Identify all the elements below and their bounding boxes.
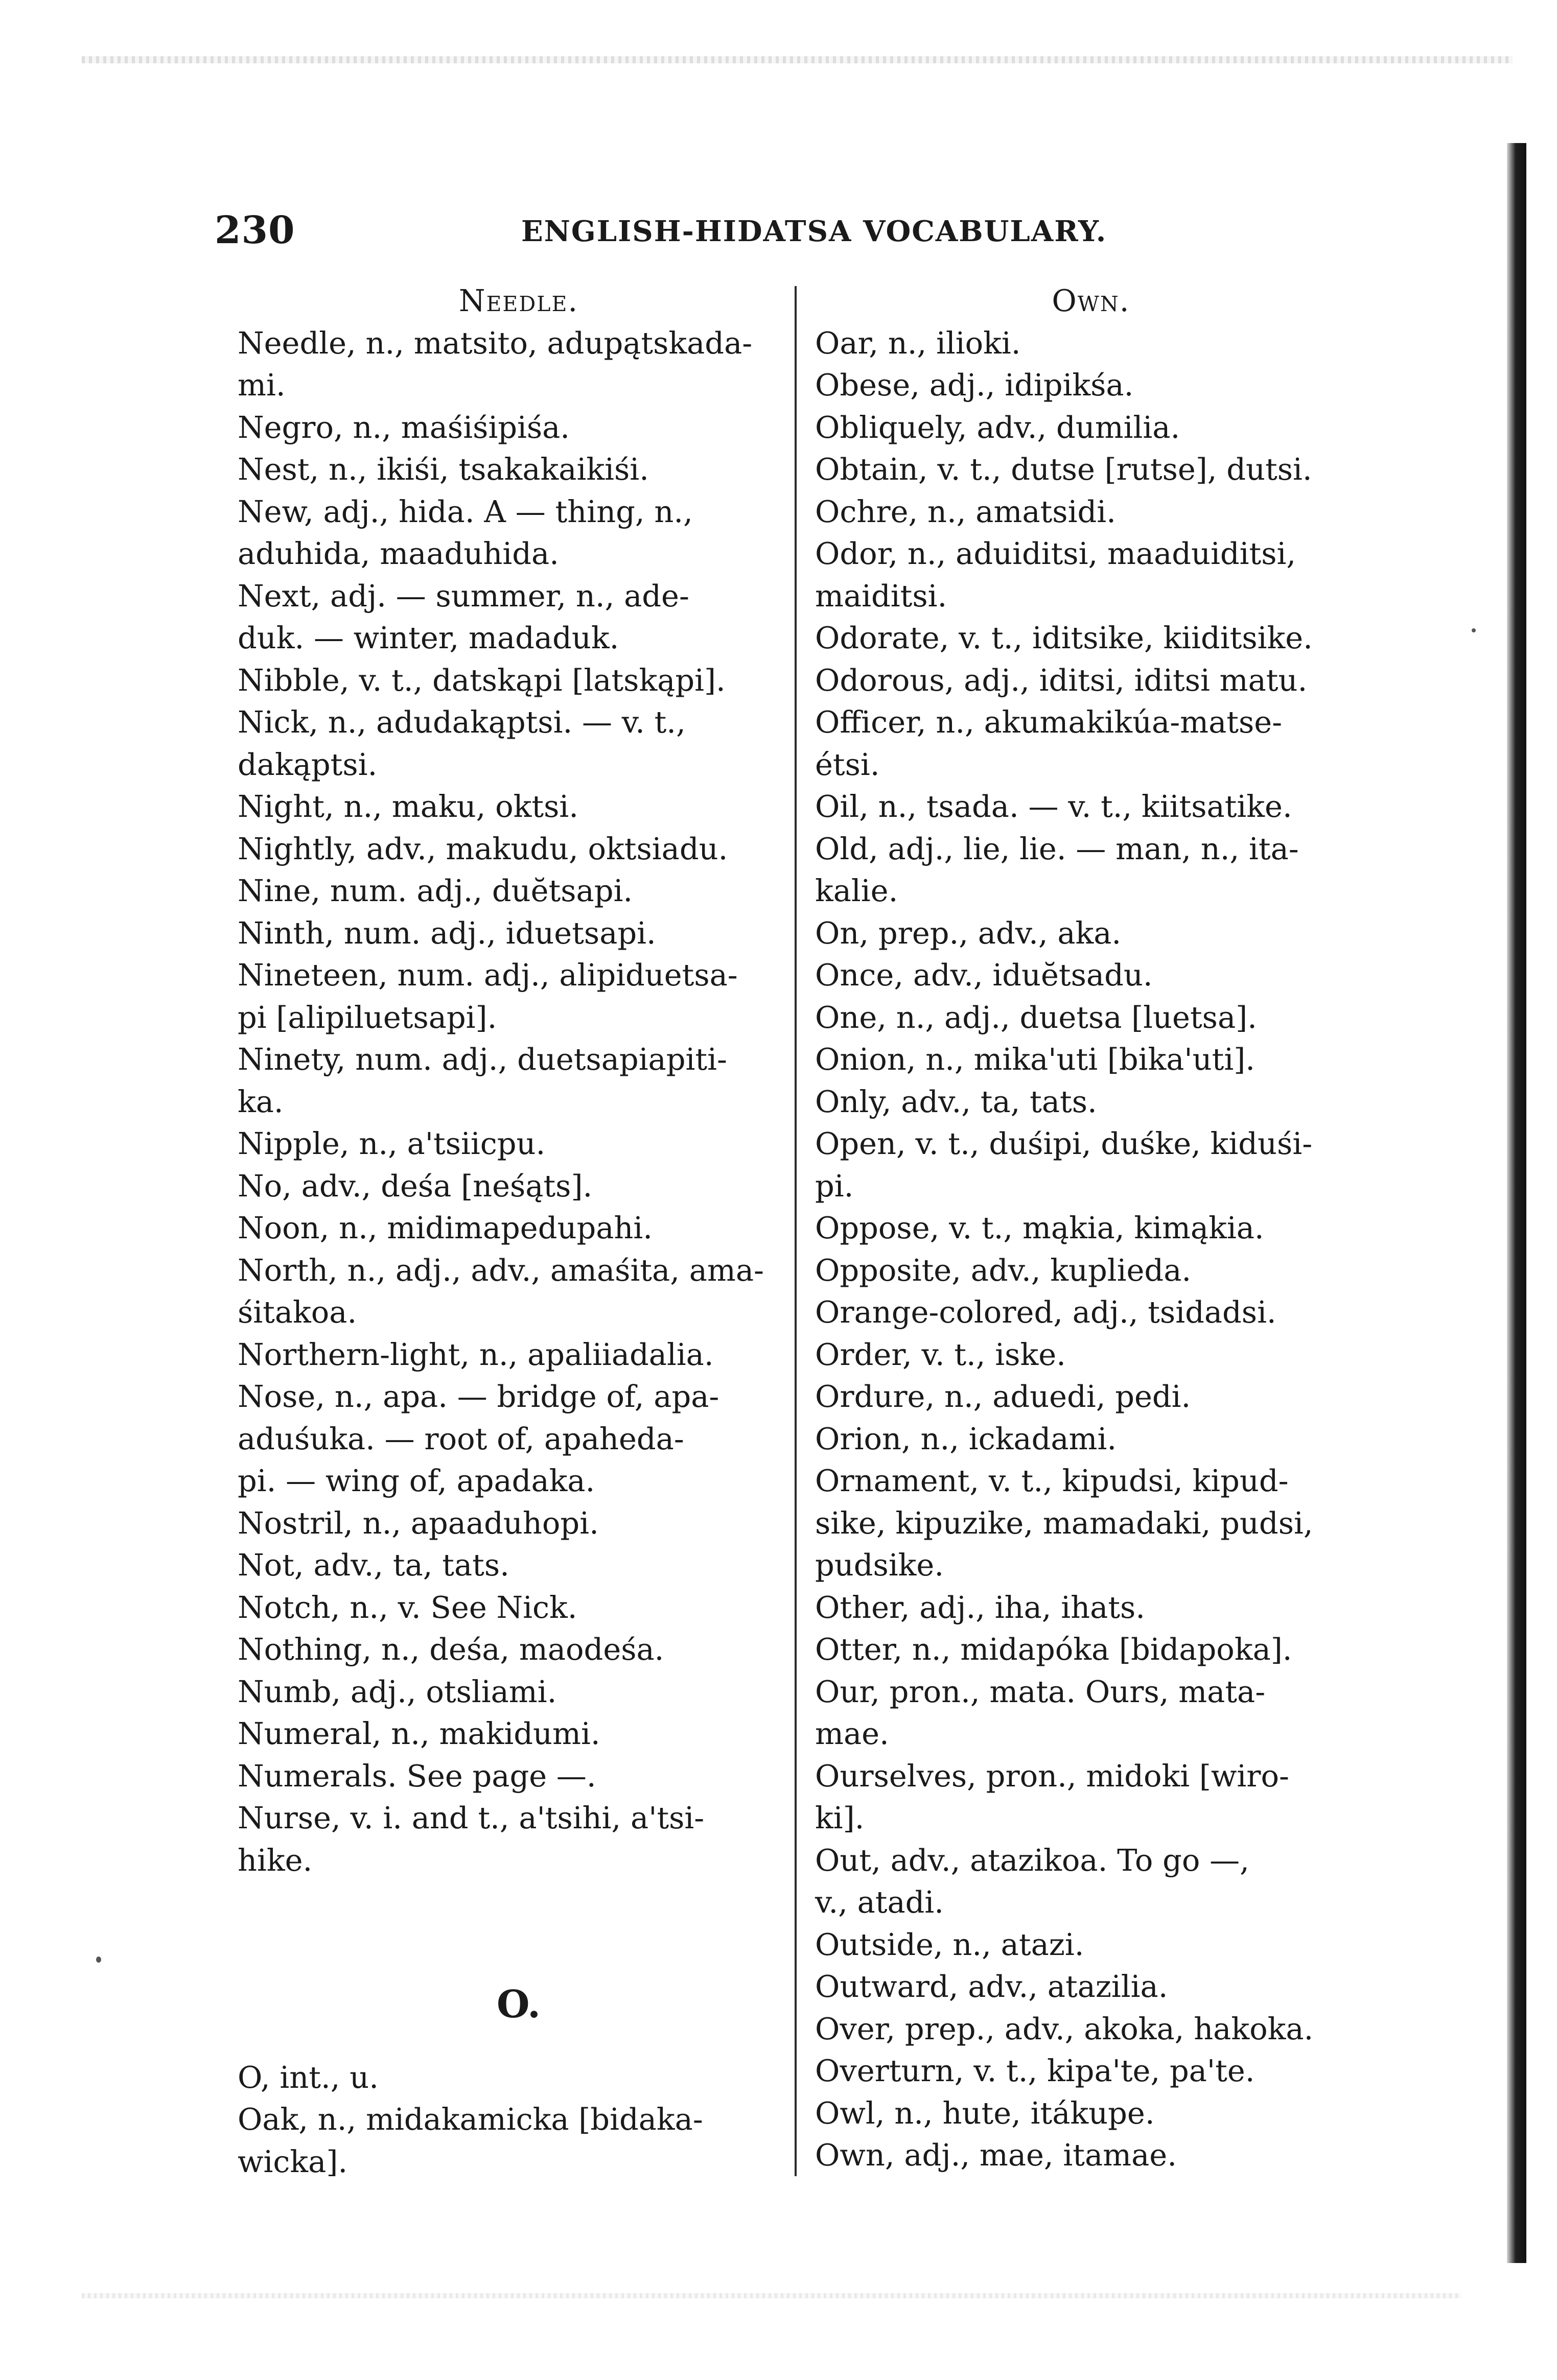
- page-binding-shadow: [1507, 143, 1526, 2263]
- dictionary-entry: [815, 659, 1367, 702]
- entry-line: Night, n., maku, oktsi.: [238, 789, 579, 824]
- entry-line: maiditsi.: [815, 578, 947, 614]
- entry-line: pi [alipiluetsapi].: [238, 999, 497, 1035]
- dictionary-entry: [238, 2099, 800, 2183]
- entry-line: Nightly, adv., makudu, oktsiadu.: [238, 831, 728, 866]
- entry-line: Ninety, num. adj., duetsapiapiti-: [238, 1042, 727, 1077]
- dictionary-entry: [815, 1376, 1367, 1418]
- entry-line: Odor, n., aduiditsi, maaduiditsi,: [815, 536, 1296, 571]
- dictionary-entry: [238, 491, 800, 575]
- entry-line: Northern-light, n., apaliiadalia.: [238, 1336, 714, 1372]
- entry-line: pudsike.: [815, 1547, 944, 1583]
- dictionary-entry: [238, 1502, 800, 1545]
- entry-line: Numeral, n., makidumi.: [238, 1716, 600, 1751]
- dictionary-entry: [815, 912, 1367, 955]
- entry-line: pi. — wing of, apadaka.: [238, 1463, 595, 1498]
- dictionary-entry: [815, 2092, 1367, 2135]
- dictionary-entry: [815, 1039, 1367, 1081]
- dictionary-entry: [815, 2134, 1367, 2177]
- dictionary-entry: [815, 617, 1367, 659]
- entry-list-n: [238, 322, 800, 1882]
- page-header: [215, 208, 1237, 254]
- dictionary-entry: [815, 1250, 1367, 1292]
- entry-line: hike.: [238, 1842, 313, 1878]
- entry-line: New, adj., hida. A — thing, n.,: [238, 493, 693, 529]
- entry-line: Orion, n., ickadami.: [815, 1421, 1117, 1456]
- entry-line: duk. — winter, madaduk.: [238, 620, 619, 655]
- dictionary-entry: [815, 828, 1367, 912]
- entry-line: Other, adj., iha, ihats.: [815, 1589, 1146, 1625]
- entry-line: Ordure, n., aduedi, pedi.: [815, 1379, 1191, 1414]
- entry-line: Officer, n., akumakikúa-matse-: [815, 704, 1283, 740]
- dictionary-entry: [238, 1123, 800, 1165]
- entry-line: Oppose, v. t., mąkia, kimąkia.: [815, 1210, 1264, 1245]
- entry-line: Ornament, v. t., kipudsi, kipud-: [815, 1463, 1289, 1498]
- entry-list-o-left: [238, 2057, 800, 2183]
- running-head: ENGLISH-HIDATSA VOCABULARY.: [521, 215, 1107, 248]
- dictionary-entry: [238, 912, 800, 955]
- dictionary-entry: [815, 491, 1367, 533]
- dictionary-entry: [815, 364, 1367, 407]
- dictionary-entry: [815, 1334, 1367, 1376]
- entry-line: ka.: [238, 1083, 284, 1119]
- entry-line: Next, adj. — summer, n., ade-: [238, 578, 689, 614]
- entry-line: ki].: [815, 1800, 865, 1835]
- entry-line: Oar, n., ilioki.: [815, 325, 1021, 361]
- entry-line: dakąptsi.: [238, 746, 378, 782]
- entry-line: Ourselves, pron., midoki [wiro-: [815, 1758, 1289, 1794]
- entry-line: Ninth, num. adj., iduetsapi.: [238, 915, 656, 951]
- dictionary-entry: [815, 1587, 1367, 1629]
- dictionary-entry: [815, 1291, 1367, 1334]
- entry-line: One, n., adj., duetsa [luetsa].: [815, 999, 1257, 1035]
- entry-list-o-right: [815, 322, 1367, 2177]
- dictionary-entry: [815, 1966, 1367, 2008]
- entry-line: Nine, num. adj., duĕtsapi.: [238, 873, 633, 908]
- entry-line: Nipple, n., a'tsiicpu.: [238, 1126, 546, 1161]
- entry-line: śitakoa.: [238, 1294, 357, 1330]
- dictionary-entry: [238, 322, 800, 407]
- entry-line: Notch, n., v. See Nick.: [238, 1589, 577, 1625]
- entry-line: Owl, n., hute, itákupe.: [815, 2095, 1155, 2131]
- entry-line: mi.: [238, 367, 286, 403]
- entry-line: Numb, adj., otsliami.: [238, 1674, 557, 1709]
- entry-line: Opposite, adv., kuplieda.: [815, 1252, 1192, 1288]
- entry-line: Out, adv., atazikoa. To go —,: [815, 1842, 1249, 1878]
- entry-line: Over, prep., adv., akoka, hakoka.: [815, 2011, 1314, 2046]
- page-number: 230: [215, 208, 295, 252]
- dictionary-entry: [238, 954, 800, 1039]
- entry-line: Open, v. t., duśipi, duśke, kiduśi-: [815, 1126, 1313, 1161]
- entry-line: Nothing, n., deśa, maodeśa.: [238, 1632, 664, 1667]
- page-edge-bottom: [82, 2293, 1461, 2298]
- dictionary-entry: [238, 1544, 800, 1587]
- entry-line: On, prep., adv., aka.: [815, 915, 1122, 951]
- dictionary-entry: [238, 1755, 800, 1798]
- dictionary-entry: [238, 1629, 800, 1671]
- entry-line: Once, adv., iduĕtsadu.: [815, 957, 1153, 993]
- entry-line: Only, adv., ta, tats.: [815, 1083, 1097, 1119]
- dictionary-entry: [815, 1924, 1367, 1966]
- dictionary-entry: [238, 1334, 800, 1376]
- dictionary-entry: [815, 1081, 1367, 1123]
- right-column: [815, 280, 1367, 2177]
- entry-line: Obliquely, adv., dumilia.: [815, 409, 1180, 445]
- dictionary-entry: [238, 575, 800, 659]
- dictionary-entry: [238, 1207, 800, 1250]
- entry-line: Nibble, v. t., datskąpi [latskąpi].: [238, 662, 726, 698]
- dictionary-entry: [238, 1250, 800, 1334]
- dictionary-entry: [815, 322, 1367, 365]
- dictionary-entry: [815, 954, 1367, 997]
- entry-line: Obese, adj., idipikśa.: [815, 367, 1134, 403]
- dictionary-entry: [815, 1207, 1367, 1250]
- entry-line: Outward, adv., atazilia.: [815, 1969, 1168, 2004]
- entry-line: Needle, n., matsito, adupątskada-: [238, 325, 753, 361]
- dictionary-entry: [815, 2008, 1367, 2051]
- guide-word-left: Needle.: [458, 283, 579, 318]
- entry-line: Odorous, adj., iditsi, iditsi matu.: [815, 662, 1308, 698]
- dictionary-entry: [238, 701, 800, 786]
- dictionary-entry: [238, 449, 800, 491]
- entry-line: Nest, n., ikiśi, tsakakaikiśi.: [238, 452, 649, 487]
- dictionary-entry: [238, 1671, 800, 1713]
- dictionary-entry: [238, 2057, 800, 2099]
- entry-line: Oak, n., midakamicka [bidaka-: [238, 2102, 703, 2137]
- dictionary-entry: [815, 1671, 1367, 1755]
- section-letter-o: O.: [497, 1983, 541, 2026]
- entry-line: Outside, n., atazi.: [815, 1926, 1084, 1962]
- dictionary-entry: [238, 1165, 800, 1208]
- entry-line: Nose, n., apa. — bridge of, apa-: [238, 1379, 719, 1414]
- entry-line: O, int., u.: [238, 2059, 379, 2095]
- dictionary-entry: [238, 828, 800, 870]
- entry-line: Nick, n., adudakąptsi. — v. t.,: [238, 704, 686, 740]
- entry-line: Ochre, n., amatsidi.: [815, 493, 1116, 529]
- entry-line: Not, adv., ta, tats.: [238, 1547, 509, 1583]
- dictionary-entry: [815, 1755, 1367, 1840]
- dictionary-entry: [238, 1797, 800, 1881]
- dictionary-entry: [238, 870, 800, 912]
- dictionary-entry: [815, 533, 1367, 617]
- dictionary-entry: [238, 659, 800, 702]
- entry-line: Onion, n., mika'uti [bika'uti].: [815, 1042, 1255, 1077]
- entry-line: Own, adj., mae, itamae.: [815, 2137, 1177, 2173]
- print-speck: [96, 1957, 101, 1963]
- entry-line: v., atadi.: [815, 1884, 944, 1920]
- dictionary-entry: [815, 997, 1367, 1039]
- entry-line: kalie.: [815, 873, 898, 908]
- dictionary-entry: [238, 786, 800, 828]
- left-column: [238, 280, 800, 2183]
- entry-line: Numerals. See page —.: [238, 1758, 596, 1794]
- dictionary-entry: [815, 1840, 1367, 1924]
- entry-line: aduśuka. — root of, apaheda-: [238, 1421, 684, 1456]
- dictionary-entry: [238, 407, 800, 449]
- dictionary-entry: [238, 1713, 800, 1755]
- dictionary-entry: [815, 1460, 1367, 1587]
- entry-line: mae.: [815, 1716, 889, 1751]
- dictionary-entry: [815, 407, 1367, 449]
- entry-line: No, adv., deśa [neśąts].: [238, 1168, 593, 1204]
- print-speck: [1472, 628, 1476, 632]
- entry-line: Odorate, v. t., iditsike, kiiditsike.: [815, 620, 1313, 655]
- entry-line: wicka].: [238, 2143, 348, 2179]
- dictionary-entry: [238, 1376, 800, 1502]
- dictionary-entry: [815, 1123, 1367, 1207]
- dictionary-entry: [238, 1039, 800, 1123]
- entry-line: sike, kipuzike, mamadaki, pudsi,: [815, 1505, 1313, 1541]
- dictionary-entry: [815, 1629, 1367, 1671]
- entry-line: Negro, n., maśiśipiśa.: [238, 409, 570, 445]
- entry-line: Obtain, v. t., dutse [rutse], dutsi.: [815, 452, 1312, 487]
- entry-line: Nurse, v. i. and t., a'tsihi, a'tsi-: [238, 1800, 705, 1835]
- entry-line: pi.: [815, 1168, 854, 1204]
- dictionary-entry: [815, 2050, 1367, 2092]
- entry-line: Noon, n., midimapedupahi.: [238, 1210, 653, 1245]
- entry-line: aduhida, maaduhida.: [238, 536, 559, 571]
- dictionary-entry: [815, 786, 1367, 828]
- guide-word-right: Own.: [1052, 283, 1130, 318]
- entry-line: Old, adj., lie, lie. — man, n., ita-: [815, 831, 1299, 866]
- entry-line: Nineteen, num. adj., alipiduetsa-: [238, 957, 738, 993]
- dictionary-entry: [238, 1587, 800, 1629]
- entry-line: Order, v. t., iske.: [815, 1336, 1066, 1372]
- entry-line: Our, pron., mata. Ours, mata-: [815, 1674, 1266, 1709]
- entry-line: étsi.: [815, 746, 880, 782]
- entry-line: Orange-colored, adj., tsidadsi.: [815, 1294, 1276, 1330]
- page-edge-top: [82, 56, 1513, 63]
- dictionary-entry: [815, 701, 1367, 786]
- dictionary-entry: [815, 1418, 1367, 1460]
- entry-line: Otter, n., midapóka [bidapoka].: [815, 1632, 1292, 1667]
- dictionary-entry: [815, 449, 1367, 491]
- entry-line: Oil, n., tsada. — v. t., kiitsatike.: [815, 789, 1292, 824]
- entry-line: Overturn, v. t., kipa'te, pa'te.: [815, 2053, 1255, 2088]
- entry-line: North, n., adj., adv., amaśita, ama-: [238, 1252, 764, 1288]
- entry-line: Nostril, n., apaaduhopi.: [238, 1505, 599, 1541]
